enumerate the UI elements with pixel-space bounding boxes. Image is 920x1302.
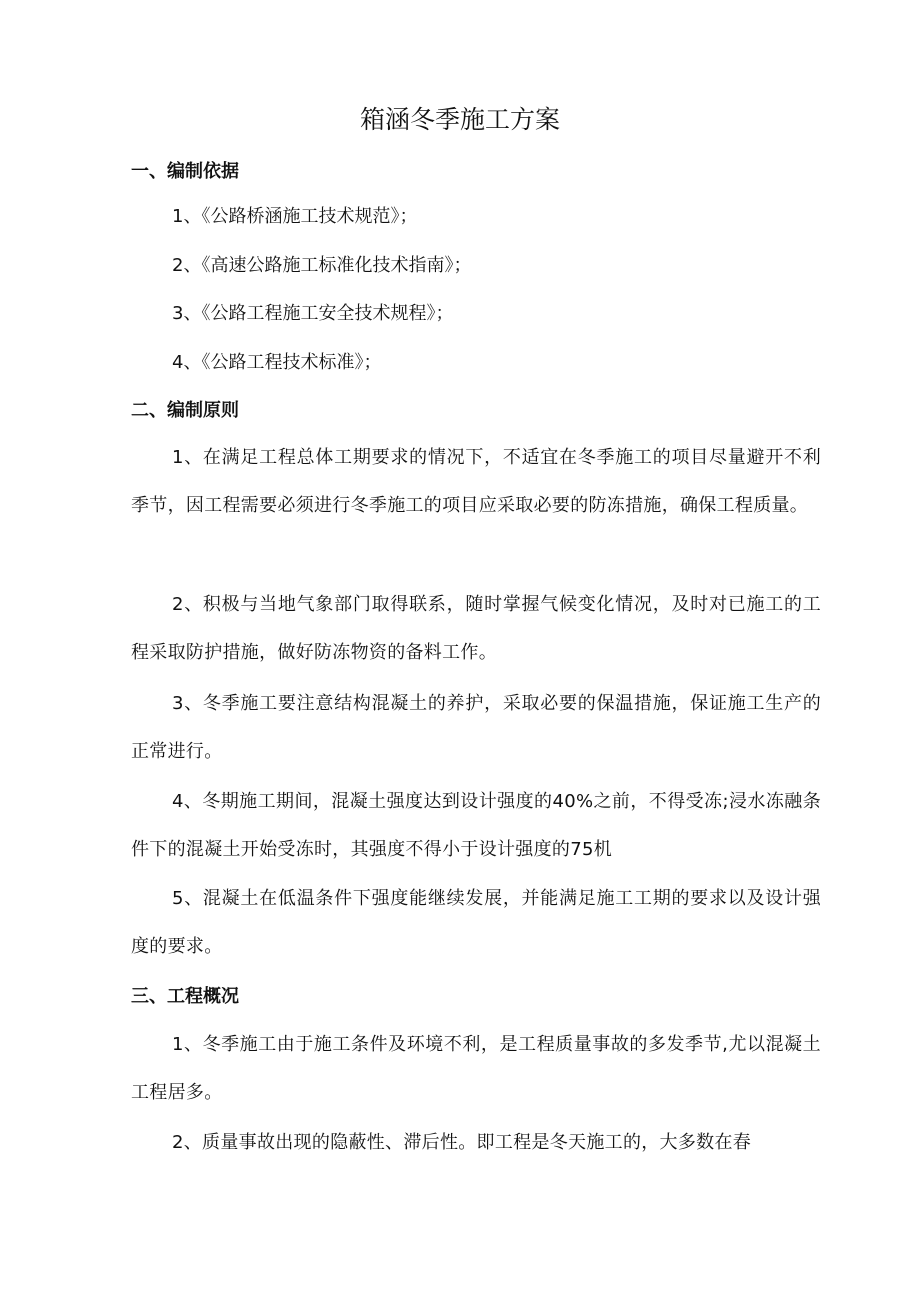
overview-paragraph: 1、冬季施工由于施工条件及环境不利，是工程质量事故的多发季节,尤以混凝土工程居多。 — [131, 1034, 821, 1103]
principle-paragraph: 3、冬季施工要注意结构混凝土的养护，采取必要的保温措施，保证施工生产的正常进行。 — [131, 693, 821, 762]
section-heading-overview: 三、工程概况 — [131, 986, 239, 1007]
overview-paragraph: 2、质量事故出现的隐蔽性、滞后性。即工程是冬天施工的，大多数在春 — [172, 1132, 752, 1153]
document-title: 箱涵冬季施工方案 — [359, 105, 560, 134]
principle-paragraph: 5、混凝土在低温条件下强度能继续发展，并能满足施工工期的要求以及设计强度的要求。 — [131, 888, 821, 957]
section-heading-principles: 二、编制原则 — [131, 400, 239, 421]
principle-paragraph: 1、在满足工程总体工期要求的情况下，不适宜在冬季施工的项目尽量避开不利季节，因工程需要必须进行冬季施工的项目应采取必要的防冻措施，确保工程质量。 — [131, 447, 821, 516]
basis-item: 4、《公路工程技术标准》； — [172, 352, 382, 373]
basis-item: 1、《公路桥涵施工技术规范》； — [172, 206, 418, 227]
principle-paragraph: 2、积极与当地气象部门取得联系，随时掌握气候变化情况，及时对已施工的工程采取防护措施，做好防冻物资的备料工作。 — [131, 594, 821, 663]
section-heading-basis: 一、编制依据 — [131, 161, 239, 182]
basis-item: 3、《公路工程施工安全技术规程》； — [172, 303, 454, 324]
principle-paragraph: 4、冬期施工期间，混凝土强度达到设计强度的40%之前，不得受冻;浸水冻融条件下的混凝土开始受冻时，其强度不得小于设计强度的75机 — [131, 791, 821, 860]
basis-item: 2、《高速公路施工标准化技术指南》； — [172, 255, 472, 276]
